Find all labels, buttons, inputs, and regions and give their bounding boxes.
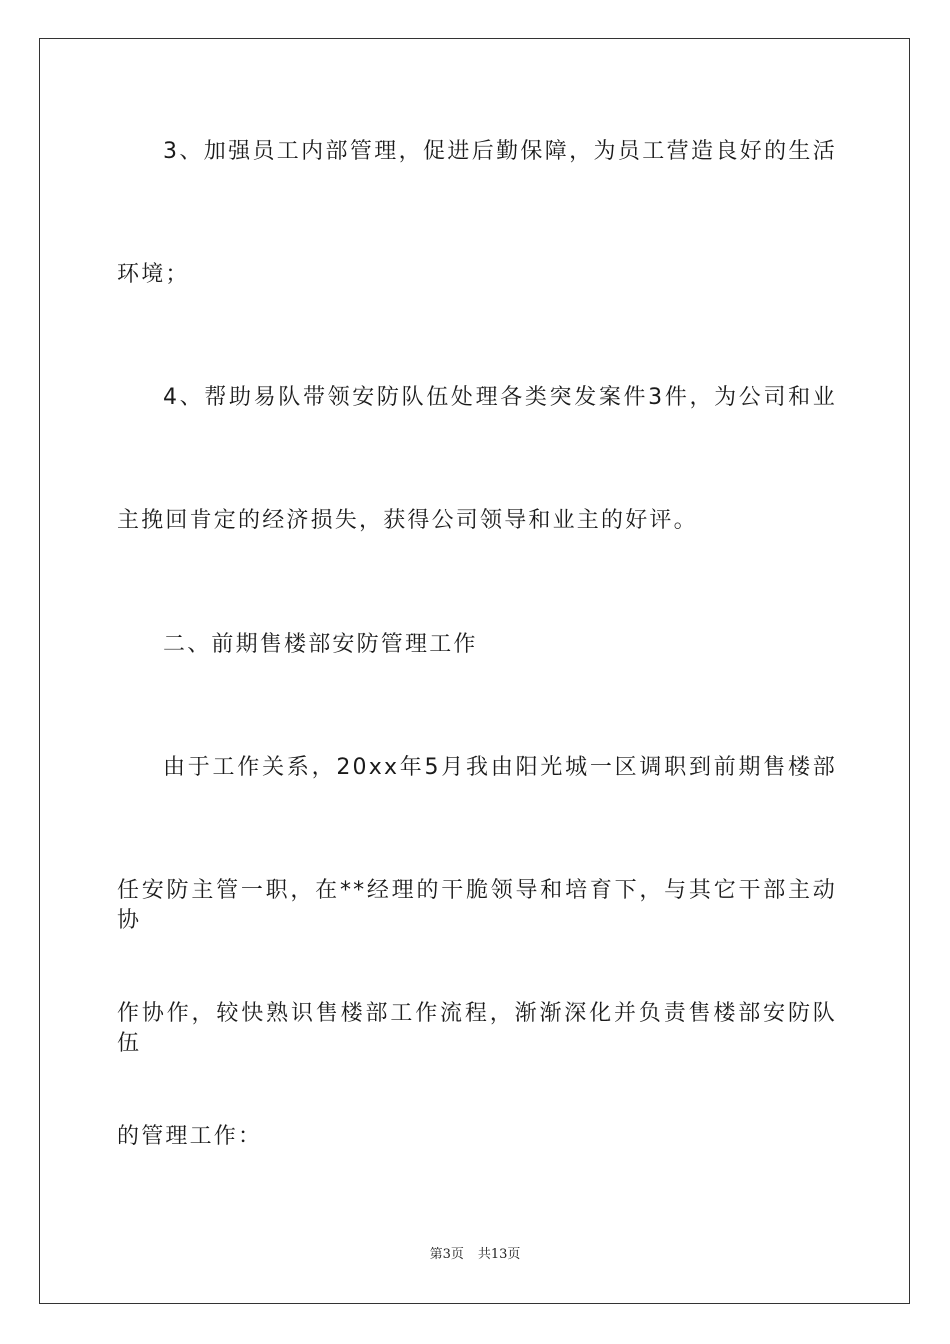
page-number: 第3页 bbox=[429, 1247, 464, 1262]
paragraph-line: 的管理工作： bbox=[117, 1124, 263, 1149]
section-heading: 二、前期售楼部安防管理工作 bbox=[163, 632, 478, 657]
paragraph-line: 4、帮助易队带领安防队伍处理各类突发案件3件，为公司和业 bbox=[163, 385, 837, 410]
paragraph-line: 任安防主管一职，在**经理的干脆领导和培育下，与其它干部主动协 bbox=[117, 878, 837, 933]
total-pages: 共13页 bbox=[477, 1247, 521, 1262]
page-footer bbox=[0, 1246, 950, 1264]
paragraph-line: 作协作，较快熟识售楼部工作流程，渐渐深化并负责售楼部安防队伍 bbox=[117, 1001, 837, 1056]
paragraph-line: 环境； bbox=[117, 262, 190, 287]
paragraph-line: 主挽回肯定的经济损失，获得公司领导和业主的好评。 bbox=[117, 508, 698, 533]
page-border bbox=[39, 38, 910, 1304]
paragraph-line: 由于工作关系，20xx年5月我由阳光城一区调职到前期售楼部 bbox=[163, 755, 837, 780]
paragraph-line: 3、加强员工内部管理，促进后勤保障，为员工营造良好的生活 bbox=[163, 139, 837, 164]
